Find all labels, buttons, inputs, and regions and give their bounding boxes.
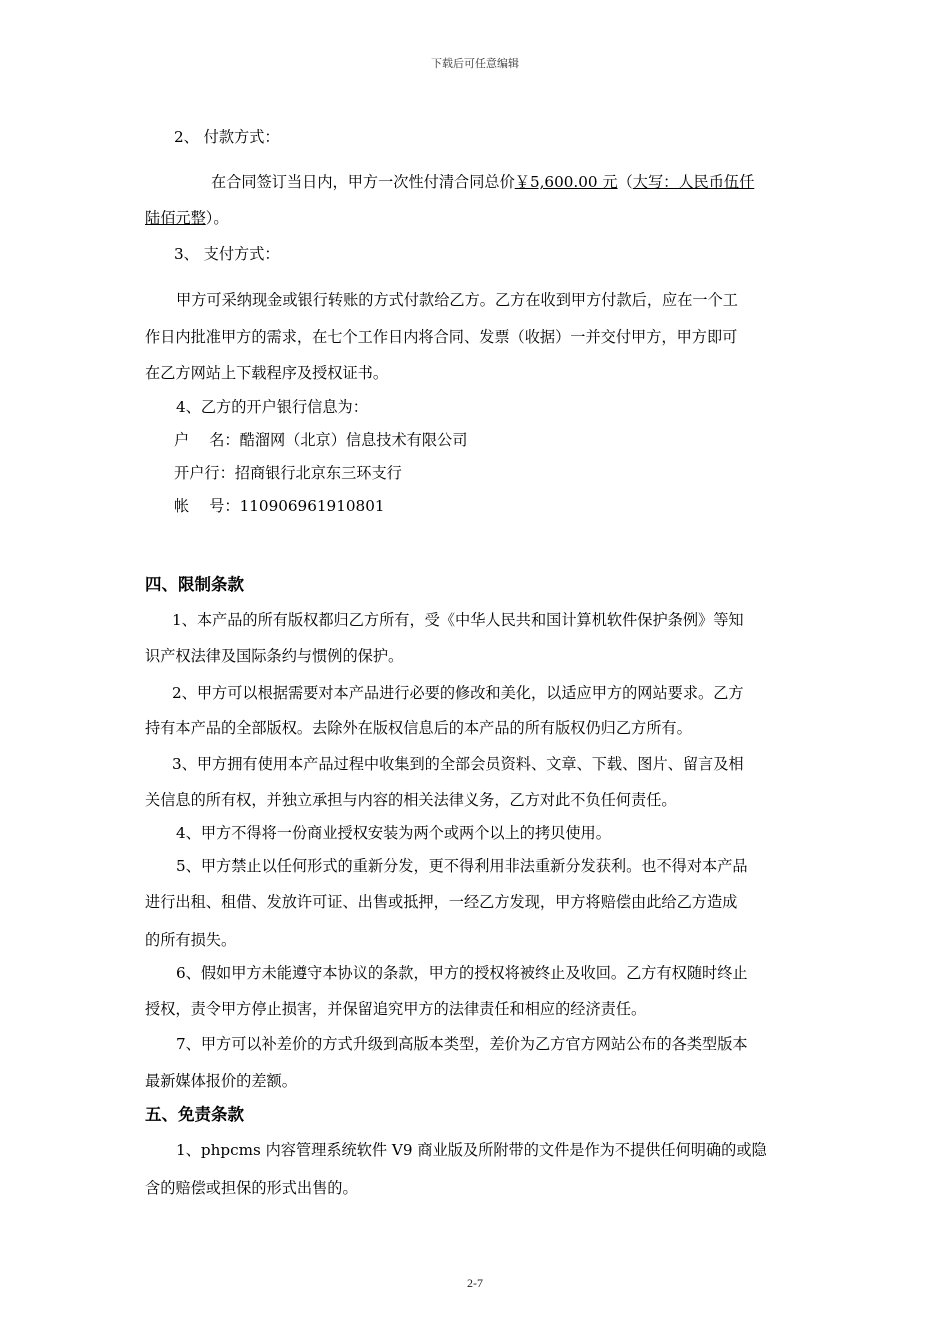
restriction-line: 授权，责令甲方停止损害，并保留追究甲方的法律责任和相应的经济责任。 — [145, 1000, 647, 1018]
page-number: 2-7 — [467, 1276, 483, 1290]
bank-account-name — [174, 430, 467, 450]
paren-open: （ — [617, 173, 633, 191]
restriction-line: 识产权法律及国际条约与惯例的保护。 — [145, 647, 404, 665]
restriction-line: 5、甲方禁止以任何形式的重新分发，更不得利用非法重新分发获利。也不得对本产品 — [176, 857, 748, 875]
section-title-restrictions: 四、限制条款 — [145, 575, 244, 594]
restriction-line: 3、甲方拥有使用本产品过程中收集到的全部会员资料、文章、下载、图片、留言及相 — [172, 755, 744, 773]
bank-branch — [174, 463, 402, 483]
payment-terms-line-1 — [211, 172, 754, 192]
section-title-disclaimer: 五、免责条款 — [145, 1105, 244, 1124]
bank-name-label: 户 名： — [174, 431, 240, 449]
restriction-line: 6、假如甲方未能遵守本协议的条款，甲方的授权将被终止及收回。乙方有权随时终止 — [176, 964, 748, 982]
bank-branch-value: 招商银行北京东三环支行 — [234, 464, 402, 482]
page-header: 下载后可任意编辑 — [431, 57, 519, 70]
payment-channel-line: 作日内批准甲方的需求，在七个工作日内将合同、发票（收据）一并交付甲方，甲方即可 — [145, 328, 738, 346]
bank-account-value: 110906961910801 — [239, 497, 385, 515]
bank-name-value: 酷溜网（北京）信息技术有限公司 — [239, 431, 468, 449]
restriction-line: 持有本产品的全部版权。去除外在版权信息后的本产品的所有版权仍归乙方所有。 — [145, 719, 692, 737]
price-uppercase-part-1: 大写：人民币伍仟 — [632, 173, 755, 191]
payment-method-label: 2、 付款方式： — [174, 128, 280, 146]
restriction-line: 4、甲方不得将一份商业授权安装为两个或两个以上的拷贝使用。 — [176, 824, 611, 842]
restriction-line: 7、甲方可以补差价的方式升级到高版本类型，差价为乙方官方网站公布的各类型版本 — [176, 1035, 748, 1053]
payment-channel-label: 3、 支付方式： — [174, 245, 280, 263]
payment-terms-line-2 — [145, 208, 229, 228]
bank-account-label: 帐 号： — [174, 497, 240, 515]
payment-terms-tail: ）。 — [205, 209, 229, 227]
disclaimer-line: 1、phpcms 内容管理系统软件 V9 商业版及所附带的文件是作为不提供任何明确的或隐 — [176, 1141, 767, 1159]
restriction-line: 1、本产品的所有版权都归乙方所有，受《中华人民共和国计算机软件保护条例》等知 — [172, 611, 744, 629]
restriction-line: 进行出租、租借、发放许可证、出售或抵押，一经乙方发现，甲方将赔偿由此给乙方造成 — [145, 893, 738, 911]
disclaimer-line: 含的赔偿或担保的形式出售的。 — [145, 1179, 358, 1197]
price-uppercase-part-2: 陆佰元整 — [145, 209, 206, 227]
payment-channel-line: 在乙方网站上下载程序及授权证书。 — [145, 364, 388, 382]
bank-branch-label: 开户行： — [174, 464, 235, 482]
payment-terms-text: 在合同签订当日内，甲方一次性付清合同总价 — [211, 173, 515, 191]
contract-price: ￥5,600.00 元 — [514, 173, 618, 191]
restriction-line: 最新媒体报价的差额。 — [145, 1072, 297, 1090]
payment-channel-line: 甲方可采纳现金或银行转账的方式付款给乙方。乙方在收到甲方付款后，应在一个工 — [176, 291, 738, 309]
restriction-line: 的所有损失。 — [145, 931, 237, 949]
bank-account-number — [174, 496, 385, 516]
restriction-line: 关信息的所有权，并独立承担与内容的相关法律义务，乙方对此不负任何责任。 — [145, 791, 677, 809]
bank-info-label: 4、乙方的开户银行信息为： — [176, 398, 368, 416]
restriction-line: 2、甲方可以根据需要对本产品进行必要的修改和美化，以适应甲方的网站要求。乙方 — [172, 684, 744, 702]
